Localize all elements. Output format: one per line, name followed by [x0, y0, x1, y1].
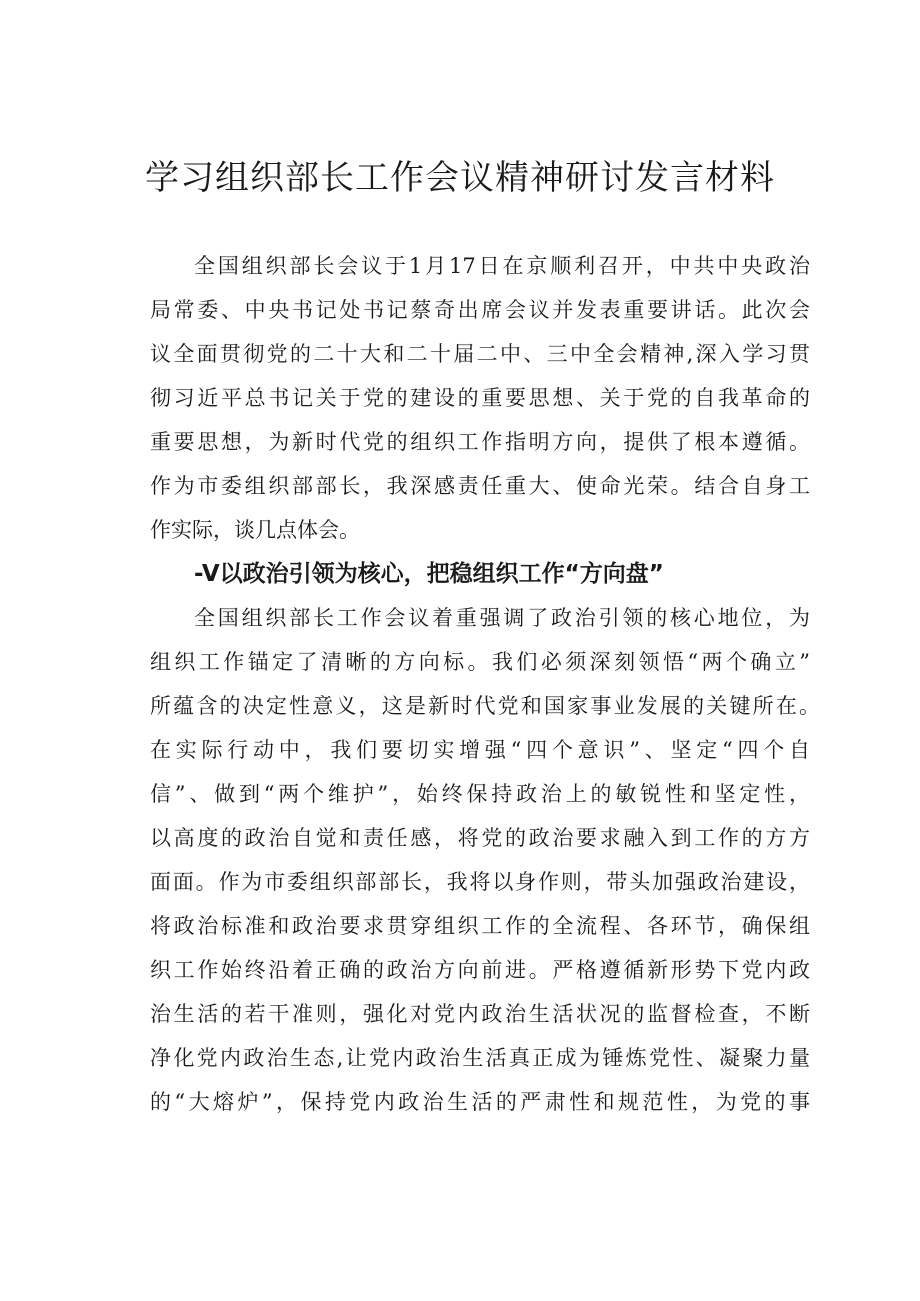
- intro-line: 议全面贯彻党的二十大和二十届二中、三中全会精神,深入学习贯: [150, 342, 810, 366]
- body-line: 的“大熔炉”，保持党内政治生活的严肃性和规范性，为党的事: [150, 1090, 810, 1114]
- body-line: 以高度的政治自觉和责任感，将党的政治要求融入到工作的方方: [150, 826, 810, 850]
- body-line: 治生活的若干准则，强化对党内政治生活状况的监督检查，不断: [150, 1002, 810, 1026]
- page-title: 学习组织部长工作会议精神研讨发言材料: [145, 158, 775, 198]
- intro-line: 重要思想，为新时代党的组织工作指明方向，提供了根本遵循。: [150, 430, 810, 454]
- body-line: 所蕴含的决定性意义，这是新时代党和国家事业发展的关键所在。: [150, 694, 820, 718]
- intro-line: 全国组织部长会议于1月17日在京顺利召开，中共中央政治: [194, 254, 810, 278]
- body-line: 织工作始终沿着正确的政治方向前进。严格遵循新形势下党内政: [150, 958, 810, 982]
- intro-line: 彻习近平总书记关于党的建设的重要思想、关于党的自我革命的: [150, 386, 810, 410]
- body-line: 全国组织部长工作会议着重强调了政治引领的核心地位，为: [194, 606, 810, 630]
- body-line: 组织工作锚定了清晰的方向标。我们必须深刻领悟“两个确立”: [150, 650, 810, 674]
- body-line: 信”、做到“两个维护”，始终保持政治上的敏锐性和坚定性，: [150, 782, 810, 806]
- section-heading: -V以政治引领为核心，把稳组织工作“方向盘”: [194, 561, 664, 587]
- body-line: 面面。作为市委组织部部长，我将以身作则，带头加强政治建设，: [150, 870, 810, 894]
- intro-line: 作实际，谈几点体会。: [150, 518, 360, 542]
- body-line: 净化党内政治生态,让党内政治生活真正成为锤炼党性、凝聚力量: [150, 1046, 810, 1070]
- intro-line: 作为市委组织部部长，我深感责任重大、使命光荣。结合自身工: [150, 474, 810, 498]
- body-line: 将政治标准和政治要求贯穿组织工作的全流程、各环节，确保组: [150, 914, 810, 938]
- intro-line: 局常委、中央书记处书记蔡奇出席会议并发表重要讲话。此次会: [150, 298, 810, 322]
- body-line: 在实际行动中，我们要切实增强“四个意识”、坚定“四个自: [150, 738, 810, 762]
